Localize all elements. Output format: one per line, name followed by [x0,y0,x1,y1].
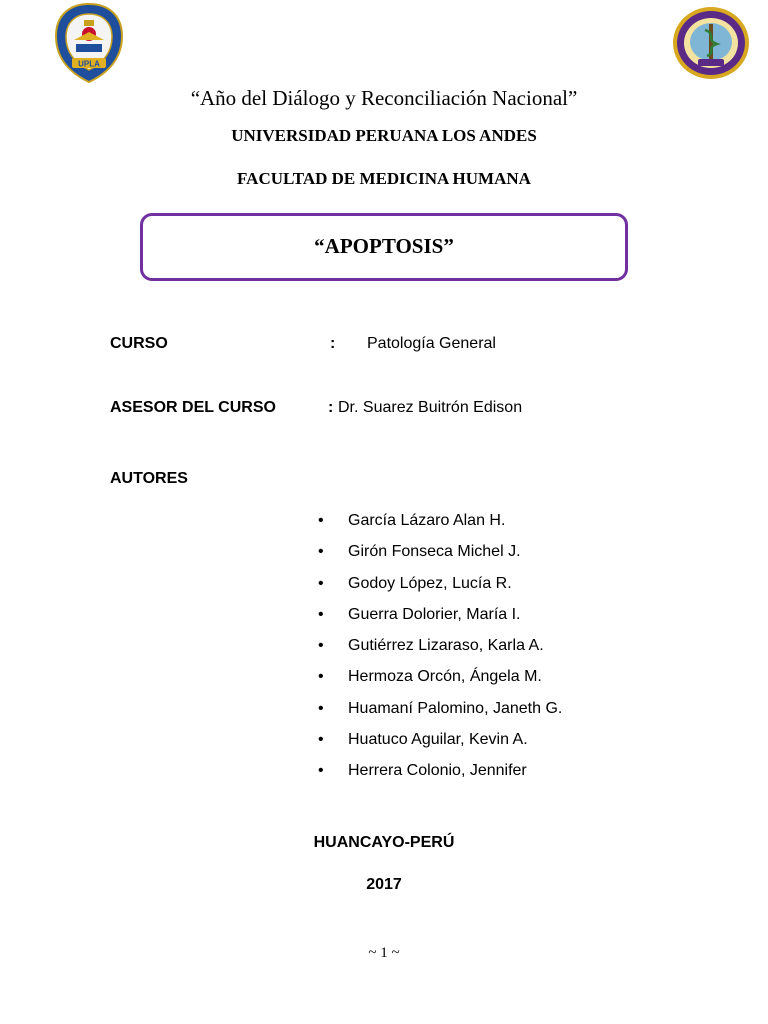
list-item [318,637,562,668]
author-name: Girón Fonseca Michel J. [348,543,521,561]
curso-value: Patología General [367,335,496,352]
list-item [318,700,562,731]
bullet-icon: • [318,637,324,655]
title-box [140,213,628,281]
curso-label: CURSO [110,335,168,352]
author-name: Godoy López, Lucía R. [348,574,512,592]
faculty-name: FACULTAD DE MEDICINA HUMANA [237,169,531,188]
city-label: HUANCAYO-PERÚ [313,834,455,851]
asesor-label: ASESOR DEL CURSO [110,399,276,416]
author-name: Gutiérrez Lizaraso, Karla A. [348,637,544,655]
author-name: Hermoza Orcón, Ángela M. [348,668,542,686]
year-label: 2017 [366,876,402,893]
bullet-icon: • [318,605,324,623]
list-item [318,575,562,606]
list-item [318,606,562,637]
authors-list [318,512,562,794]
bullet-icon: • [318,512,324,529]
autores-label: AUTORES [110,470,188,487]
logo-upla-text: UPLA [78,59,100,69]
curso-colon: : [330,335,336,352]
university-logo [54,2,124,84]
list-item [318,543,562,574]
author-name: Guerra Dolorier, María I. [348,605,521,623]
author-name: Herrera Colonio, Jennifer [348,762,527,780]
author-name: Huamaní Palomino, Janeth G. [348,699,563,717]
author-name: García Lázaro Alan H. [348,512,506,529]
asesor-value: Dr. Suarez Buitrón Edison [338,399,523,416]
medicine-seal-icon [670,4,752,82]
motto-heading: “Año del Diálogo y Reconciliación Nacional” [190,86,578,110]
bullet-icon: • [318,574,324,592]
bullet-icon: • [318,668,324,686]
list-item [318,731,562,762]
bullet-icon: • [318,731,324,749]
university-name: UNIVERSIDAD PERUANA LOS ANDES [231,126,537,145]
page-number: ~ 1 ~ [368,945,400,961]
list-item [318,762,562,793]
university-seal-icon [54,2,124,84]
bullet-icon: • [318,699,324,717]
bullet-icon: • [318,762,324,780]
document-title: “APOPTOSIS” [314,234,454,258]
list-item [318,512,562,543]
list-item [318,668,562,699]
faculty-logo [670,4,752,82]
author-name: Huatuco Aguilar, Kevin A. [348,731,528,749]
asesor-colon: : [328,399,334,416]
bullet-icon: • [318,543,324,561]
